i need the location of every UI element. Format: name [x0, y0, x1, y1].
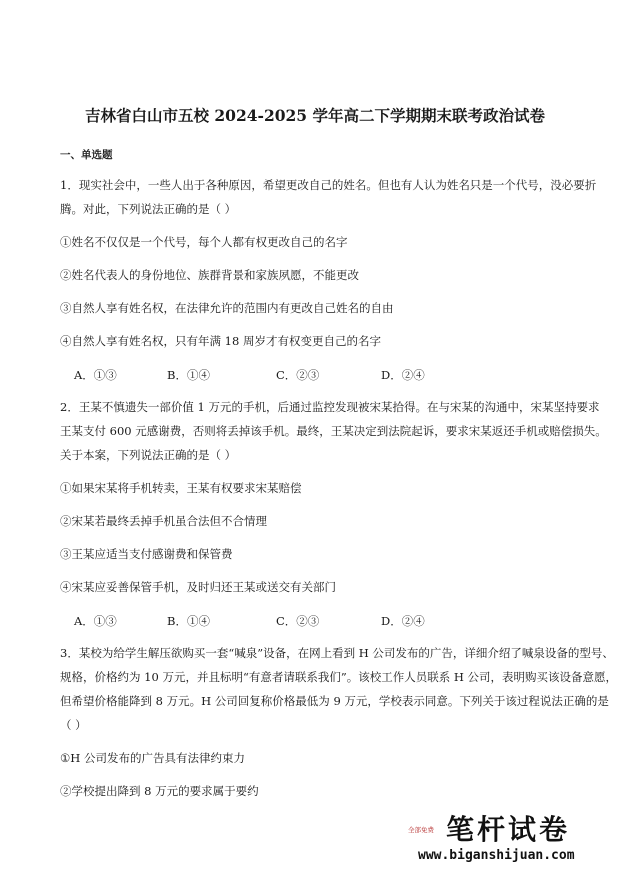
- q1-stem-line: 1．现实社会中，一些人出于各种原因，希望更改自己的姓名。但也有人认为姓名只是一个代号，没必要折: [60, 178, 597, 192]
- option-a[interactable]: A．①③: [74, 614, 117, 628]
- option-c[interactable]: C．②③: [276, 614, 320, 628]
- q2-item: ②宋某若最终丢掉手机虽合法但不合情理: [60, 514, 267, 528]
- watermark-logo: [398, 808, 588, 872]
- watermark-tag: 全部免费: [408, 826, 434, 834]
- q3-stem-line: 规格，价格约为 10 万元，并且标明“有意者请联系我们”。该校工作人员联系 H 公司，表明购买该设备意愿，: [60, 670, 618, 684]
- option-b[interactable]: B．①④: [167, 614, 210, 628]
- q3-stem-line: （ ）: [60, 718, 87, 732]
- q1-item: ③自然人享有姓名权，在法律允许的范围内有更改自己姓名的自由: [60, 301, 394, 315]
- q3-item: ②学校提出降到 8 万元的要求属于要约: [60, 784, 259, 798]
- option-c[interactable]: C．②③: [276, 368, 320, 382]
- q2-item: ①如果宋某将手机转卖，王某有权要求宋某赔偿: [60, 481, 302, 495]
- watermark-url: www.biganshijuan.com: [418, 848, 575, 863]
- q3-item: ①H 公司发布的广告具有法律约束力: [60, 751, 245, 765]
- q3-stem-line: 3．某校为给学生解压欲购买一套“喊泉”设备，在网上看到 H 公司发布的广告，详细介绍了喊泉设备的型号、: [60, 646, 614, 660]
- q2-item: ③王某应适当支付感谢费和保管费: [60, 547, 233, 561]
- q2-stem-line: 2．王某不慎遗失一部价值 1 万元的手机，后通过监控发现被宋某拾得。在与宋某的沟通中，宋某坚持要求: [60, 400, 600, 414]
- page-title: 吉林省白山市五校 2024-2025 学年高二下学期期末联考政治试卷: [84, 106, 545, 125]
- q1-item: ①姓名不仅仅是一个代号，每个人都有权更改自己的名字: [60, 235, 348, 249]
- q1-stem-line: 腾。对此，下列说法正确的是（ ）: [60, 202, 237, 216]
- q3-stem-line: 但希望价格能降到 8 万元。H 公司回复称价格最低为 9 万元，学校表示同意。下列关于该过程说法正确的是: [60, 694, 609, 708]
- section-heading: 一、单选题: [60, 149, 113, 161]
- q2-item: ④宋某应妥善保管手机，及时归还王某或送交有关部门: [60, 580, 336, 594]
- option-a[interactable]: A．①③: [74, 368, 117, 382]
- option-b[interactable]: B．①④: [167, 368, 210, 382]
- q1-item: ④自然人享有姓名权，只有年满 18 周岁才有权变更自己的名字: [60, 334, 381, 348]
- q1-item: ②姓名代表人的身份地位、族群背景和家族夙愿，不能更改: [60, 268, 359, 282]
- option-d[interactable]: D．②④: [381, 614, 425, 628]
- option-d[interactable]: D．②④: [381, 368, 425, 382]
- watermark-brand: 笔杆试卷: [446, 813, 571, 846]
- q2-stem-line: 关于本案，下列说法正确的是（ ）: [60, 448, 237, 462]
- q2-stem-line: 王某支付 600 元感谢费，否则将丢掉该手机。最终，王某决定到法院起诉，要求宋某返还手机或赔偿损失。: [60, 424, 607, 438]
